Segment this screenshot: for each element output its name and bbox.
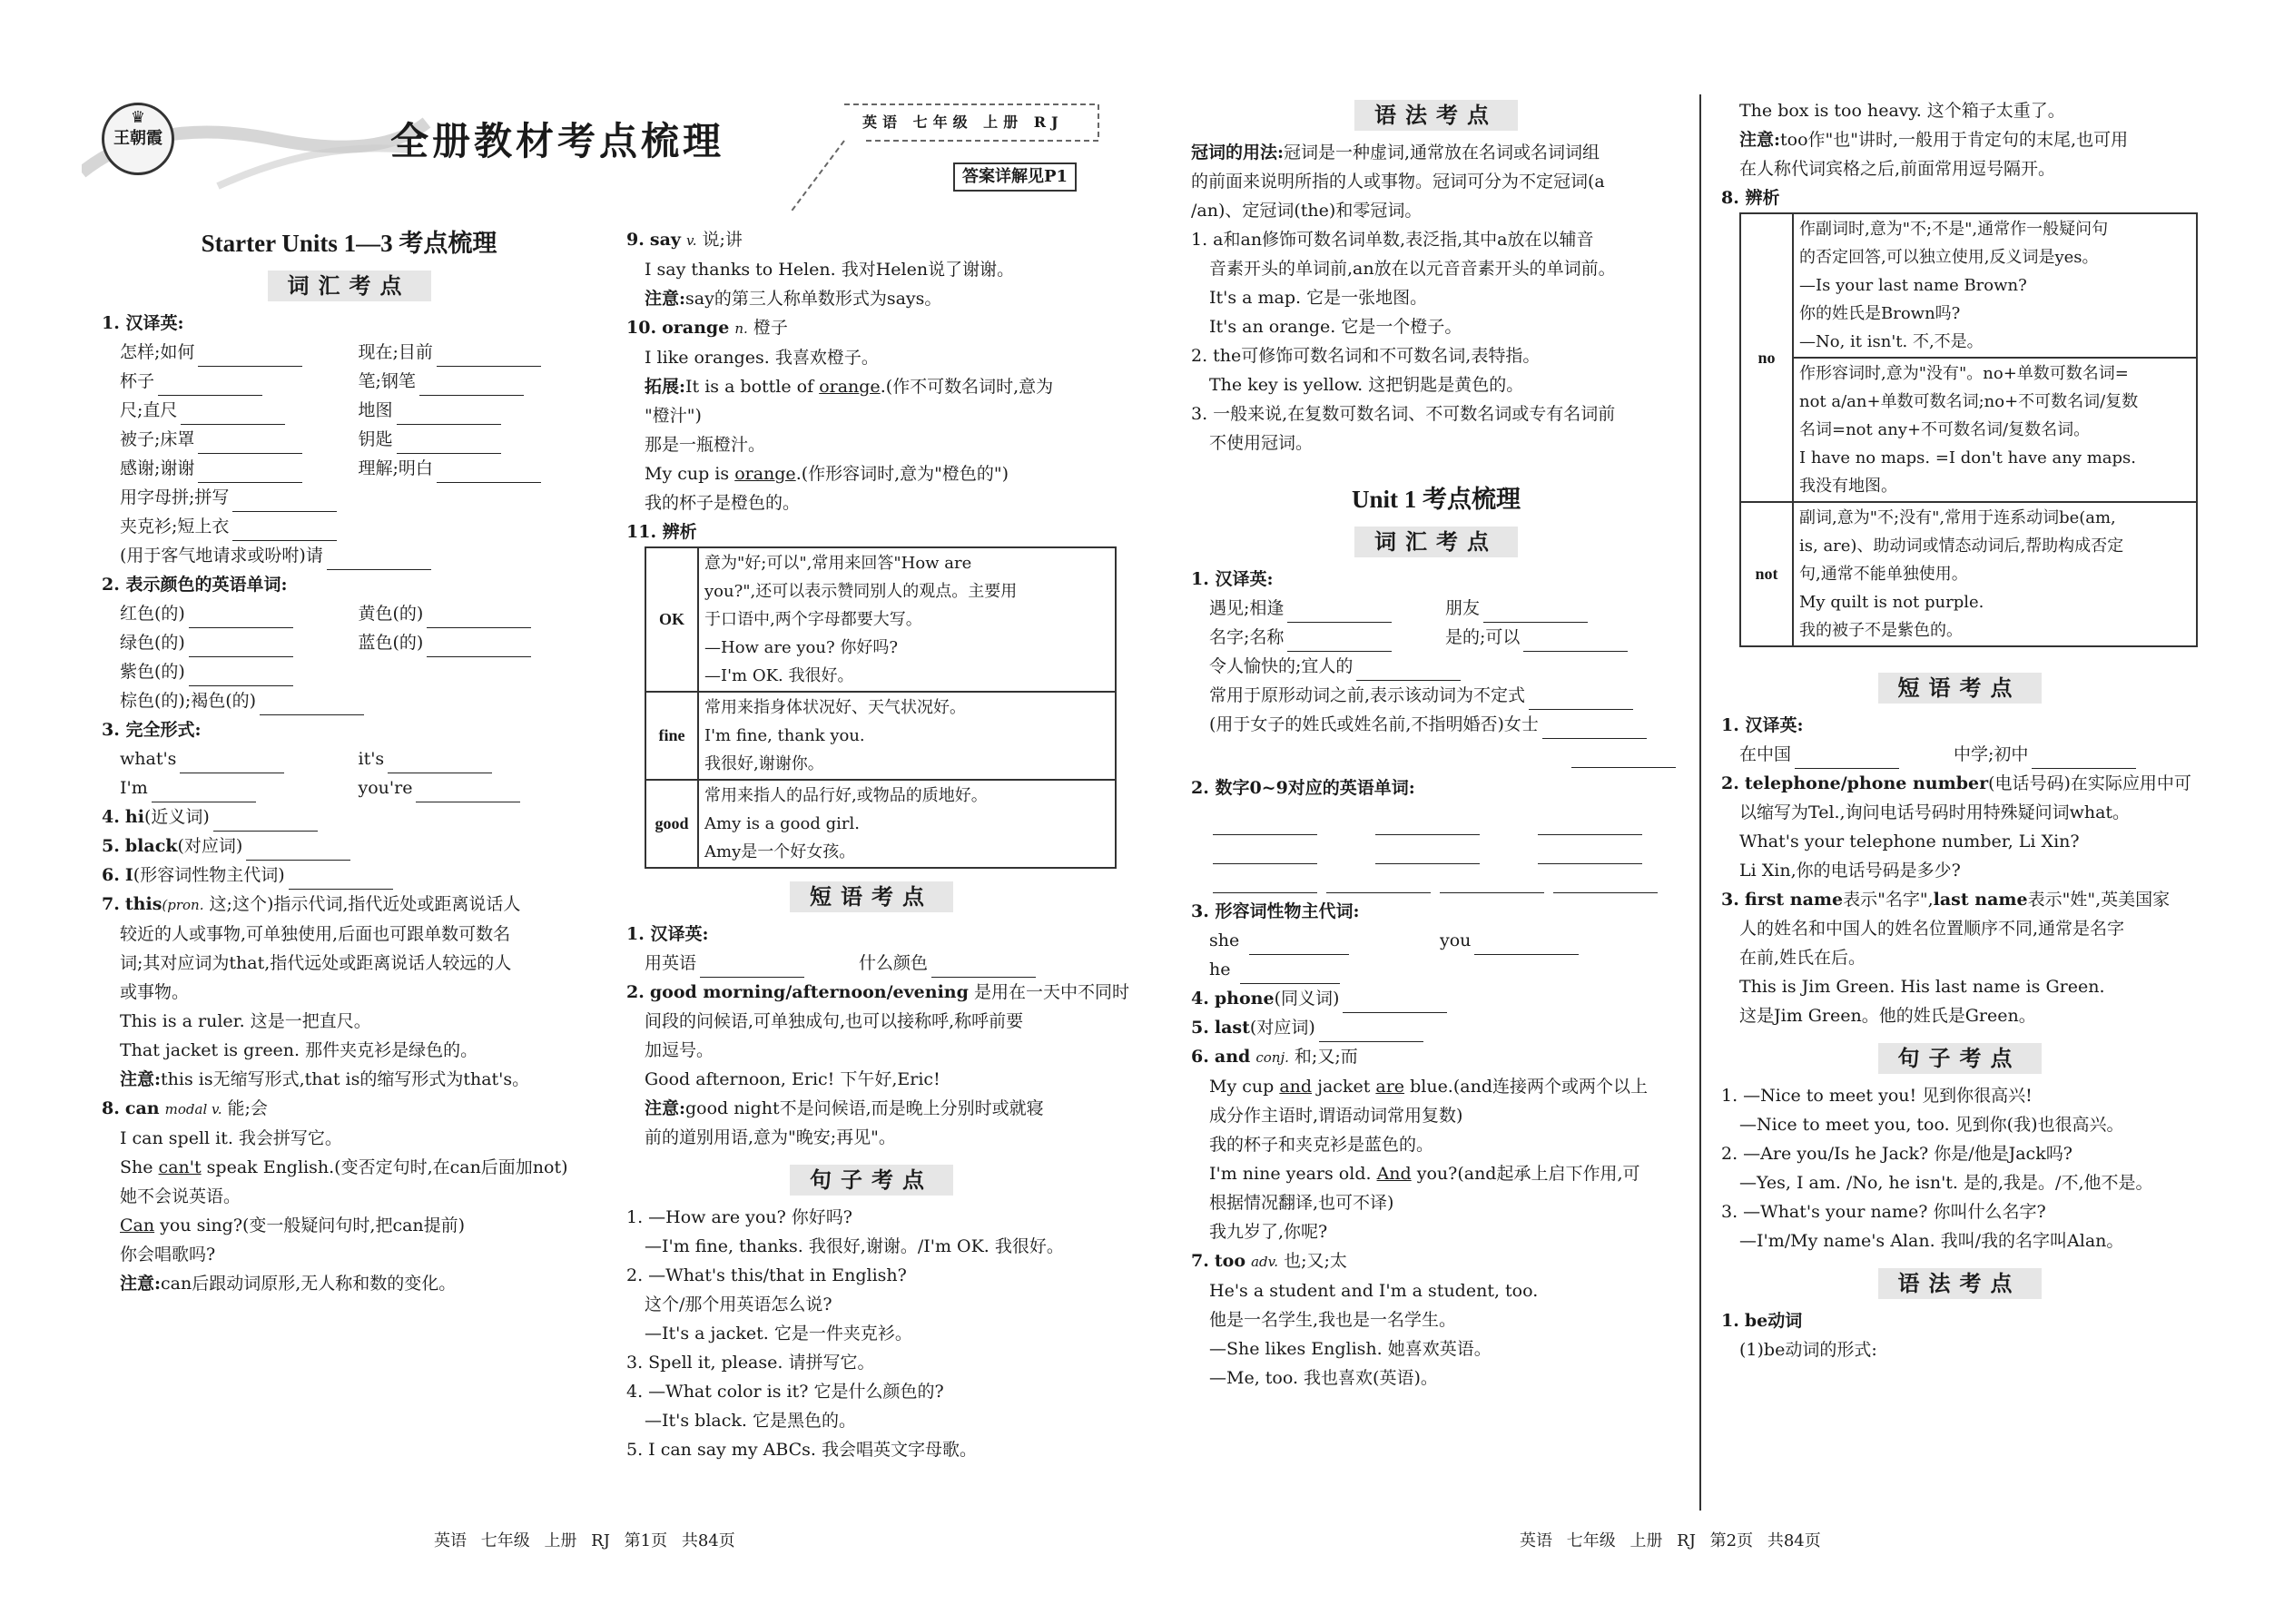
blank-line <box>1191 739 1681 768</box>
text-line: 较近的人或事物,可单独使用,后面也可跟单数可数名 <box>120 924 511 944</box>
column-2 <box>626 225 1129 1464</box>
extension: 拓展:It is a bottle of orange.(作不可数名词时,意为 <box>645 377 1054 397</box>
answer-blank <box>189 639 293 657</box>
answer-blank <box>416 784 520 802</box>
question-item: 10. orange n. 橙子 <box>626 318 788 338</box>
blank-item <box>120 541 596 570</box>
table-line: My quilt is not purple. <box>1799 593 1984 612</box>
blank-label: 绿色(的) <box>120 633 185 653</box>
logo-text: 王朝霞 <box>113 129 162 148</box>
note: 注意:good night不是问候语,而是晚上分别时或就寝 <box>645 1098 1044 1118</box>
column-4 <box>1721 96 2198 1364</box>
comparison-table-wrap <box>1721 212 2198 647</box>
text-line: 3. 一般来说,在复数可数名词、不可数名词或专有名词前 <box>1191 404 1616 424</box>
table-line: 意为"好;可以",常用来回答"How are <box>704 554 972 573</box>
table-key: good <box>645 780 698 868</box>
text-line: 人的姓名和中国人的姓名位置顺序不同,通常是名字 <box>1739 919 2125 939</box>
answer-blank <box>180 755 284 773</box>
q1-grid <box>102 338 596 483</box>
v1-grid <box>1191 594 1681 652</box>
text-line: —I'm/My name's Alan. 我叫/我的名字叫Alan。 <box>1739 1231 2124 1251</box>
section-heading: 短语考点 <box>1878 673 2042 704</box>
blank-item <box>359 338 597 367</box>
example-block <box>1191 1276 1681 1393</box>
column-divider <box>1699 94 1701 1511</box>
section-heading: 短语考点 <box>790 881 953 912</box>
blank-label: what's <box>120 749 177 769</box>
table-desc <box>1793 502 2197 646</box>
text-line: Li Xin,你的电话号码是多少? <box>1739 861 1961 881</box>
table-line: 副词,意为"不;没有",常用于连系动词be(am, <box>1799 508 2116 527</box>
blank-label: 地图 <box>358 400 393 420</box>
example: "橙汁") <box>645 406 702 426</box>
text-line: —She likes English. 她喜欢英语。 <box>1209 1339 1492 1359</box>
table-line: 你的姓氏是Brown吗? <box>1799 304 1961 323</box>
footer-left: 英语 七年级 上册 RJ 第1页 共84页 <box>434 1531 735 1550</box>
text-block <box>1721 96 2198 125</box>
text-line: This is Jim Green. His last name is Green. <box>1739 977 2105 997</box>
table-desc <box>1793 358 2197 502</box>
text-line: 2. the可修饰可数名词和不可数名词,表特指。 <box>1191 346 1541 366</box>
question-label: 2. 表示颜色的英语单词: <box>102 575 288 595</box>
blank-item <box>359 454 597 483</box>
text-line: 或事物。 <box>120 982 190 1002</box>
blank-label: 钥匙 <box>358 429 393 449</box>
text-line: It's an orange. 它是一个橙子。 <box>1209 317 1462 337</box>
example: I say thanks to Helen. 我对Helen说了谢谢。 <box>645 260 1015 280</box>
q1-single <box>102 483 596 570</box>
table-line: 我很好,谢谢你。 <box>704 754 824 773</box>
blank-pair-row <box>120 744 596 773</box>
answer-blank <box>260 697 364 715</box>
blank-item <box>1209 623 1445 652</box>
example: My cup is orange.(作形容词时,意为"橙色的") <box>645 464 1009 484</box>
text-block <box>626 1007 1117 1065</box>
question-item: 2. telephone/phone number(电话号码)在实际应用中可 <box>1721 773 2191 793</box>
text-line: 1. —How are you? 你好吗? <box>626 1207 852 1227</box>
logo <box>102 103 174 175</box>
blank-item <box>120 773 359 802</box>
answer-blank <box>189 610 293 628</box>
example: I like oranges. 我喜欢橙子。 <box>645 348 879 368</box>
note: 注意:say的第三人称单数形式为says。 <box>645 289 942 309</box>
text-block <box>1721 914 2198 1030</box>
grammar-point <box>1191 341 1681 399</box>
blank-item <box>1209 710 1681 739</box>
number-blanks <box>1191 806 1681 893</box>
table-desc <box>698 547 1116 692</box>
text-line: 3. Spell it, please. 请拼写它。 <box>626 1353 875 1373</box>
table-desc <box>1793 213 2197 358</box>
blank-pair-row <box>120 628 596 657</box>
blank-item <box>359 599 597 628</box>
section-heading: 句子考点 <box>790 1165 953 1196</box>
table-row <box>1740 213 2197 358</box>
blank-label: 遇见;相逢 <box>1209 598 1285 618</box>
note: 注意:this is无缩写形式,that is的缩写形式为that's。 <box>120 1069 530 1089</box>
blank-label: 尺;直尺 <box>120 400 178 420</box>
blank-item <box>359 396 597 425</box>
answer-blank <box>198 465 302 483</box>
blank-item <box>120 483 596 512</box>
blank-label: 紫色(的) <box>120 662 185 682</box>
example: My cup and jacket are blue.(and连接两个或两个以上 <box>1209 1077 1648 1097</box>
blank-label: 怎样;如何 <box>120 342 195 362</box>
grammar-intro: 冠词的用法:冠词是一种虚词,通常放在名词或名词词组 <box>1191 143 1600 162</box>
text-line: —Me, too. 我也喜欢(英语)。 <box>1209 1368 1438 1388</box>
blank-pair-row <box>1209 623 1681 652</box>
blank-label: 令人愉快的;宜人的 <box>1209 656 1354 676</box>
question-label: 11. 辨析 <box>626 522 697 542</box>
table-line: 的否定回答,可以独立使用,反义词是yes。 <box>1799 248 2099 267</box>
answer-blank <box>181 407 285 425</box>
question-label: 1. 汉译英: <box>102 313 184 333</box>
answer-blank <box>437 349 541 367</box>
blank-label: 蓝色(的) <box>358 633 424 653</box>
question-item: 7. too adv. 也;又;太 <box>1191 1251 1347 1271</box>
blank-label: I'm <box>120 778 148 798</box>
question-item: 1. be动词 <box>1721 1311 1803 1331</box>
question-item: 2. good morning/afternoon/evening 是用在一天中不同时 <box>626 982 1129 1002</box>
table-line: Amy是一个好女孩。 <box>704 842 856 861</box>
table-row <box>645 780 1116 868</box>
answer-blank <box>1529 692 1633 710</box>
answer-blank <box>427 610 531 628</box>
blank-label: 夹克衫;短上衣 <box>120 517 230 536</box>
blank-label: (用于女子的姓氏或姓名前,不指明婚否)女士 <box>1209 714 1539 734</box>
blank-item <box>120 657 596 686</box>
example-block <box>102 1007 596 1065</box>
note: 在人称代词宾格之后,前面常用逗号隔开。 <box>1739 159 2056 179</box>
example: I'm nine years old. And you?(and起承上启下作用,可 <box>1209 1164 1640 1184</box>
example: 根据情况翻译,也可不译) <box>1209 1193 1394 1213</box>
question-item: she you <box>1191 926 1681 955</box>
answer-blank <box>158 378 262 396</box>
blank-label: 是的;可以 <box>1445 627 1521 647</box>
question-item: 7. this(pron. 这;这个)指示代词,指代近处或距离说话人 <box>102 894 521 914</box>
answer-blank <box>232 494 337 512</box>
question-item: 用英语 什么颜色 <box>626 949 1117 978</box>
table-row <box>1740 358 2197 502</box>
blank-label: 感谢;谢谢 <box>120 458 195 478</box>
table-line: 句,通常不能单独使用。 <box>1799 565 1968 584</box>
text-line: 这个/那个用英语怎么说? <box>645 1294 832 1314</box>
text-line: The box is too heavy. 这个箱子太重了。 <box>1739 101 2065 121</box>
question-item: 6. I(形容词性物主代词) <box>102 861 596 890</box>
table-line: 常用来指人的品行好,或物品的质地好。 <box>704 786 988 805</box>
text-block <box>1191 167 1681 225</box>
answer-blank <box>198 349 302 367</box>
question-item: he <box>1191 955 1681 984</box>
text-line: 词;其对应词为that,指代远处或距离说话人较远的人 <box>120 953 512 973</box>
blank-label: 杯子 <box>120 371 155 391</box>
example: 成分作主语时,谓语动词常用复数) <box>1209 1106 1463 1126</box>
table-key: no <box>1740 213 1793 502</box>
text-line: 间段的问候语,可单独成句,也可以接称呼,称呼前要 <box>645 1011 1024 1031</box>
note: 注意:can后跟动词原形,无人称和数的变化。 <box>120 1274 457 1294</box>
comparison-table <box>645 546 1117 869</box>
answer-blank <box>1287 634 1392 652</box>
sub-item: (1)be动词的形式: <box>1739 1340 1877 1360</box>
table-line: Amy is a good girl. <box>704 814 860 833</box>
question-item: 3. first name表示"名字",last name表示"姓",英美国家 <box>1721 890 2171 910</box>
question-item: 8. can modal v. 能;会 <box>102 1098 268 1118</box>
question-item: 9. say v. 说;讲 <box>626 230 743 250</box>
crown-icon: ♛ <box>130 108 146 127</box>
column-3 <box>1191 94 1681 1393</box>
table-line: 我没有地图。 <box>1799 477 1897 496</box>
blank-item <box>1209 594 1445 623</box>
question-label: 1. 汉译英: <box>1721 715 1804 735</box>
table-line: 我的被子不是紫色的。 <box>1799 621 1963 640</box>
example: 那是一瓶橙汁。 <box>645 435 766 455</box>
question-item: 5. black(对应词) <box>102 832 596 861</box>
sentence-list <box>626 1203 1117 1464</box>
table-row <box>1740 502 2197 646</box>
section-heading: 语法考点 <box>1354 100 1518 131</box>
example: 她不会说英语。 <box>120 1186 241 1206</box>
blank-item <box>120 744 359 773</box>
blank-pair-row <box>120 454 596 483</box>
table-line: 作副词时,意为"不;不是",通常作一般疑问句 <box>1799 220 2109 239</box>
question-label: 2. 数字0~9对应的英语单词: <box>1191 778 1415 798</box>
blank-item <box>1445 594 1681 623</box>
text-line: 他是一名学生,我也是一名学生。 <box>1209 1310 1457 1330</box>
table-row <box>645 692 1116 780</box>
blank-label: 常用于原形动词之前,表示该动词为不定式 <box>1209 685 1526 705</box>
table-line: 常用来指身体状况好、天气状况好。 <box>704 698 966 717</box>
text-line: 4. —What color is it? 它是什么颜色的? <box>626 1382 944 1402</box>
question-label: 1. 汉译英: <box>626 924 709 944</box>
text-line: —Yes, I am. /No, he isn't. 是的,我是。/不,他不是。 <box>1739 1173 2153 1193</box>
blank-item <box>1445 623 1681 652</box>
answer-blank <box>152 784 256 802</box>
note: 注意:too作"也"讲时,一般用于肯定句的末尾,也可用 <box>1739 130 2129 150</box>
answer-blank <box>1542 721 1647 739</box>
answer-blank <box>397 407 501 425</box>
blank-item <box>120 454 359 483</box>
text-line: —It's black. 它是黑色的。 <box>645 1411 856 1431</box>
section-heading: 词汇考点 <box>1354 527 1518 557</box>
footer-right: 英语 七年级 上册 RJ 第2页 共84页 <box>1520 1531 1821 1550</box>
answer-blank <box>388 755 492 773</box>
blank-item <box>120 396 359 425</box>
question-item: 6. and conj. 和;又;而 <box>1191 1047 1358 1067</box>
text-line: 1. —Nice to meet you! 见到你很高兴! <box>1721 1086 2033 1106</box>
answer-blank <box>397 436 501 454</box>
column-1 <box>102 221 596 1298</box>
text-line: That jacket is green. 那件夹克衫是绿色的。 <box>120 1040 478 1060</box>
question-label: 8. 辨析 <box>1721 188 1780 208</box>
comparison-table-wrap <box>626 546 1117 869</box>
text-line: 音素开头的单词前,an放在以元音音素开头的单词前。 <box>1209 259 1616 279</box>
q2-grid <box>102 599 596 657</box>
section-heading: 句子考点 <box>1878 1043 2042 1074</box>
answer-blank <box>1483 605 1588 623</box>
blank-pair-row <box>120 338 596 367</box>
answer-ref: 答案详解见P1 <box>953 162 1077 192</box>
table-line: —Is your last name Brown? <box>1799 276 2027 295</box>
text-line: —It's a jacket. 它是一件夹克衫。 <box>645 1324 912 1343</box>
question-label: 3. 形容词性物主代词: <box>1191 901 1360 921</box>
text-block <box>1721 798 2198 885</box>
note: 前的道别用语,意为"晚安;再见"。 <box>645 1127 896 1147</box>
text-line: The key is yellow. 这把钥匙是黄色的。 <box>1209 375 1524 395</box>
blank-item <box>359 773 597 802</box>
example: 我九岁了,你呢? <box>1209 1222 1328 1242</box>
blank-pair-row <box>120 396 596 425</box>
text-line: 的前面来说明所指的人或事物。冠词可分为不定冠词(a <box>1191 172 1605 192</box>
table-key: fine <box>645 692 698 780</box>
question-label: 3. 完全形式: <box>102 720 202 740</box>
comparison-table <box>1739 212 2198 647</box>
question-label: 1. 汉译英: <box>1191 569 1274 589</box>
text-line: —I'm fine, thanks. 我很好,谢谢。/I'm OK. 我很好。 <box>645 1236 1064 1256</box>
question-item: 4. hi(近义词) <box>102 802 596 832</box>
blank-label: 棕色(的);褐色(的) <box>120 691 257 711</box>
text-line: /an)、定冠词(the)和零冠词。 <box>1191 201 1423 221</box>
text-line: It's a map. 它是一张地图。 <box>1209 288 1428 308</box>
blank-item <box>120 686 596 715</box>
text-line: 1. a和an修饰可数名词单数,表泛指,其中a放在以辅音 <box>1191 230 1594 250</box>
unit-title: Starter Units 1—3 考点梳理 <box>201 230 497 257</box>
example: Can you sing?(变一般疑问句时,把can提前) <box>120 1216 466 1235</box>
blank-label: 红色(的) <box>120 604 185 624</box>
question-item: 5. last(对应词) <box>1191 1013 1681 1042</box>
table-line: 于口语中,两个字母都要大写。 <box>704 610 922 629</box>
blank-label: you're <box>358 778 413 798</box>
blank-label: 用字母拼;拼写 <box>120 487 230 507</box>
blank-label: (用于客气地请求或吩咐)请 <box>120 546 323 566</box>
answer-blank <box>1356 663 1461 681</box>
blank-pair-row <box>120 773 596 802</box>
table-line: I'm fine, thank you. <box>704 726 865 745</box>
answer-blank <box>327 552 431 570</box>
blank-label: 现在;目前 <box>358 342 433 362</box>
text-line: He's a student and I'm a student, too. <box>1209 1281 1539 1301</box>
text-line: 不使用冠词。 <box>1209 433 1314 453</box>
section-heading: 词汇考点 <box>268 271 431 301</box>
answer-blank <box>198 436 302 454</box>
table-desc <box>698 780 1116 868</box>
text-block <box>102 920 596 1007</box>
page-header <box>82 86 1135 213</box>
blank-label: 理解;明白 <box>358 458 433 478</box>
text-line: 2. —Are you/Is he Jack? 你是/他是Jack吗? <box>1721 1144 2072 1164</box>
table-line: I have no maps. =I don't have any maps. <box>1799 448 2136 468</box>
grammar-point <box>1191 399 1681 458</box>
example: 你会唱歌吗? <box>120 1245 216 1265</box>
blank-label: 黄色(的) <box>358 604 424 624</box>
grammar-point <box>1191 225 1681 341</box>
table-line: —I'm OK. 我很好。 <box>704 666 854 685</box>
blank-label: it's <box>358 749 385 769</box>
q3-grid <box>102 744 596 802</box>
blank-item <box>359 744 597 773</box>
example: Good afternoon, Eric! 下午好,Eric! <box>645 1069 940 1089</box>
blank-item <box>1209 652 1681 681</box>
text-line: 5. I can say my ABCs. 我会唱英文字母歌。 <box>626 1440 978 1460</box>
text-line: What's your telephone number, Li Xin? <box>1739 832 2080 851</box>
blank-item <box>1209 681 1681 710</box>
blank-item <box>120 338 359 367</box>
blank-pair-row <box>1209 594 1681 623</box>
blank-item <box>120 628 359 657</box>
example: 我的杯子和夹克衫是蓝色的。 <box>1209 1135 1434 1155</box>
blank-pair-row <box>120 367 596 396</box>
table-line: not a/an+单数可数名词;no+不可数名词/复数 <box>1799 392 2139 411</box>
blank-label: 朋友 <box>1445 598 1481 618</box>
answer-blank <box>1287 605 1392 623</box>
table-line: —No, it isn't. 不,不是。 <box>1799 332 1984 351</box>
text-line: 在前,姓氏在后。 <box>1739 948 1866 968</box>
sentence-list <box>1721 1081 2198 1255</box>
text-line: This is a ruler. 这是一把直尺。 <box>120 1011 371 1031</box>
text-line: 2. —What's this/that in English? <box>626 1265 907 1285</box>
blank-item <box>120 599 359 628</box>
main-title: 全册教材考点梳理 <box>390 119 725 163</box>
q2-single <box>102 657 596 715</box>
blank-item <box>359 628 597 657</box>
blank-label: 名字;名称 <box>1209 627 1285 647</box>
unit-title: Unit 1 考点梳理 <box>1351 486 1521 513</box>
blank-item <box>359 425 597 454</box>
blank-pair-row <box>120 425 596 454</box>
example: She can't speak English.(变否定句时,在can后面加not) <box>120 1157 568 1177</box>
v1-single <box>1191 652 1681 739</box>
blank-pair-row <box>120 599 596 628</box>
example: I can spell it. 我会拼写它。 <box>120 1128 342 1148</box>
table-line: —How are you? 你好吗? <box>704 638 898 657</box>
table-line: is, are)、助动词或情态动词后,帮助构成否定 <box>1799 536 2124 556</box>
table-key: OK <box>645 547 698 692</box>
question-item: 4. phone(同义词) <box>1191 984 1681 1013</box>
answer-blank <box>427 639 531 657</box>
blank-item <box>120 367 359 396</box>
table-row <box>645 547 1116 692</box>
text-line: 3. —What's your name? 你叫什么名字? <box>1721 1202 2046 1222</box>
text-line: —Nice to meet you, too. 见到你(我)也很高兴。 <box>1739 1115 2124 1135</box>
answer-blank <box>189 668 293 686</box>
text-line: 加逗号。 <box>645 1040 714 1060</box>
table-line: you?",还可以表示赞同别人的观点。主要用 <box>704 582 1018 601</box>
answer-blank <box>232 523 337 541</box>
subject-line: 英语 七年级 上册 RJ <box>862 113 1064 131</box>
question-item: 在中国 中学;初中 <box>1721 740 2198 769</box>
answer-blank <box>1523 634 1628 652</box>
blank-item <box>359 367 597 396</box>
text-line: 以缩写为Tel.,询问电话号码时用特殊疑问词what。 <box>1739 802 2131 822</box>
example: 我的杯子是橙色的。 <box>645 493 801 513</box>
section-heading: 语法考点 <box>1878 1268 2042 1299</box>
blank-item <box>120 425 359 454</box>
blank-label: 笔;钢笔 <box>358 371 416 391</box>
blank-label: 被子;床罩 <box>120 429 195 449</box>
table-line: 作形容词时,意为"没有"。no+单数可数名词= <box>1799 364 2129 383</box>
answer-blank <box>437 465 541 483</box>
table-key: not <box>1740 502 1793 646</box>
table-desc <box>698 692 1116 780</box>
blank-item <box>120 512 596 541</box>
table-line: 名词=not any+不可数名词/复数名词。 <box>1799 420 2091 439</box>
text-line: 这是Jim Green。他的姓氏是Green。 <box>1739 1006 2036 1026</box>
answer-blank <box>419 378 524 396</box>
